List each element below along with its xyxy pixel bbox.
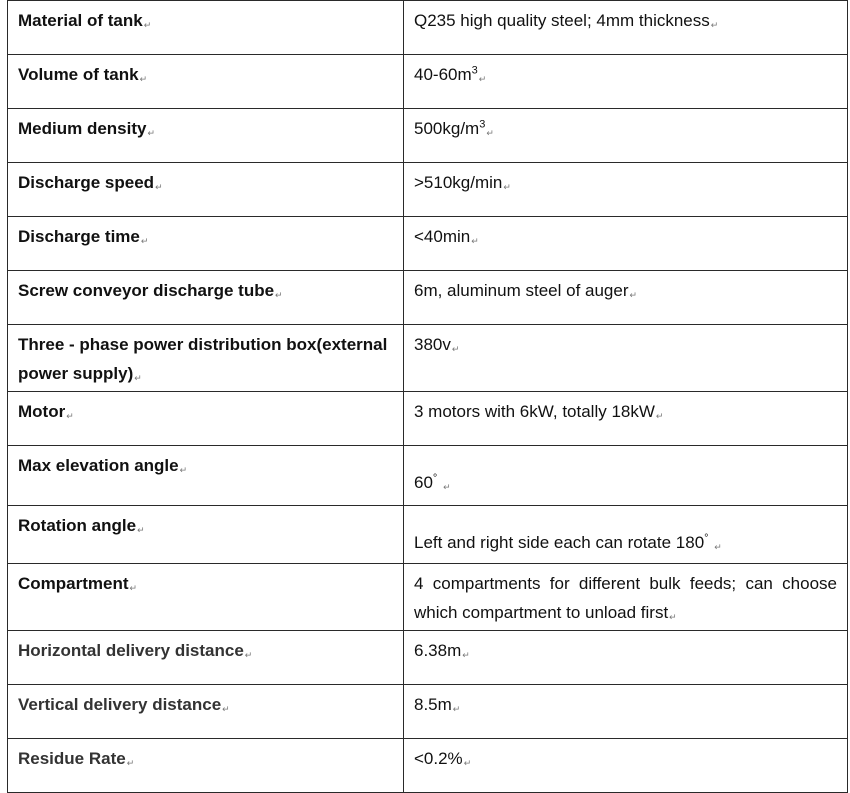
row-label: Volume of tank (18, 65, 139, 84)
paragraph-mark-icon: ↵ (139, 74, 148, 84)
paragraph-mark-icon: ↵ (66, 411, 74, 421)
row-value: Left and right side each can rotate 180 (414, 533, 705, 552)
paragraph-mark-icon: ↵ (714, 542, 722, 552)
paragraph-mark-icon: ↵ (143, 20, 152, 30)
row-label: Motor (18, 402, 66, 421)
paragraph-mark-icon: ↵ (275, 290, 283, 300)
row-value: 6m, aluminum steel of auger (414, 281, 629, 300)
row-label-cell (8, 163, 404, 217)
paragraph-mark-icon: ↵ (463, 758, 472, 768)
row-label: Medium density (18, 119, 147, 138)
paragraph-mark-icon: ↵ (179, 465, 188, 475)
row-label: Max elevation angle (18, 456, 179, 475)
table-row (8, 325, 848, 392)
table-row (8, 631, 848, 685)
paragraph-mark-icon: ↵ (462, 650, 470, 660)
paragraph-mark-icon: ↵ (134, 373, 142, 383)
row-value: 380v (414, 335, 451, 354)
row-label: Screw conveyor discharge tube (18, 281, 275, 300)
row-label-cell (8, 1, 404, 55)
row-label-cell (8, 392, 404, 446)
row-label: Three - phase power distribution box(external power supply) (18, 335, 388, 383)
row-label-cell (8, 325, 404, 392)
row-label-cell (8, 739, 404, 793)
paragraph-mark-icon: ↵ (478, 74, 487, 84)
row-value: 40-60m (414, 65, 472, 84)
row-label: Discharge speed (18, 173, 155, 192)
row-value: 3 motors with 6kW, totally 18kW (414, 402, 655, 421)
table-row (8, 217, 848, 271)
row-label-cell (8, 271, 404, 325)
paragraph-mark-icon: ↵ (669, 612, 677, 622)
row-value-cell (404, 109, 848, 163)
paragraph-mark-icon: ↵ (451, 344, 460, 354)
row-value: Q235 high quality steel; 4mm thickness (414, 11, 710, 30)
row-value-cell (404, 506, 848, 564)
paragraph-mark-icon: ↵ (452, 704, 461, 714)
row-value: >510kg/min (414, 173, 503, 192)
row-value-cell (404, 1, 848, 55)
table-row (8, 685, 848, 739)
row-label-cell (8, 217, 404, 271)
row-value: 6.38m (414, 641, 462, 660)
table-row (8, 392, 848, 446)
row-value-cell (404, 739, 848, 793)
paragraph-mark-icon: ↵ (655, 411, 664, 421)
row-label-cell (8, 631, 404, 685)
superscript: ° (432, 472, 438, 485)
paragraph-mark-icon: ↵ (137, 525, 145, 535)
row-value-cell (404, 446, 848, 506)
row-label: Residue Rate (18, 749, 126, 768)
row-value-cell (404, 271, 848, 325)
row-label: Compartment (18, 574, 129, 593)
row-value-cell (404, 392, 848, 446)
row-value: 60 (414, 473, 433, 492)
row-label-cell (8, 446, 404, 506)
row-value-cell (404, 631, 848, 685)
row-value-cell (404, 217, 848, 271)
table-row (8, 109, 848, 163)
row-value-cell (404, 564, 848, 631)
paragraph-mark-icon: ↵ (155, 182, 163, 192)
table-row (8, 271, 848, 325)
paragraph-mark-icon: ↵ (147, 128, 156, 138)
row-value-cell (404, 55, 848, 109)
paragraph-mark-icon: ↵ (471, 236, 479, 246)
paragraph-mark-icon: ↵ (503, 182, 511, 192)
paragraph-mark-icon: ↵ (126, 758, 135, 768)
paragraph-mark-icon: ↵ (222, 704, 230, 714)
row-value: 8.5m (414, 695, 452, 714)
table-row (8, 564, 848, 631)
paragraph-mark-icon: ↵ (140, 236, 149, 246)
row-value: <40min (414, 227, 471, 246)
row-value-cell (404, 163, 848, 217)
paragraph-mark-icon: ↵ (443, 482, 451, 492)
table-row (8, 163, 848, 217)
row-value: 500kg/m (414, 119, 480, 138)
paragraph-mark-icon: ↵ (629, 290, 638, 300)
paragraph-mark-icon: ↵ (486, 128, 494, 138)
row-value-cell (404, 325, 848, 392)
row-value-cell (404, 685, 848, 739)
paragraph-mark-icon: ↵ (129, 583, 138, 593)
row-label-cell (8, 506, 404, 564)
row-label: Vertical delivery distance (18, 695, 222, 714)
table-row (8, 55, 848, 109)
row-label: Material of tank (18, 11, 143, 30)
superscript: 3 (471, 64, 478, 77)
specification-table (7, 0, 848, 793)
table-row (8, 446, 848, 506)
row-label: Rotation angle (18, 516, 137, 535)
row-label: Discharge time (18, 227, 140, 246)
row-value: 4 compartments for different bulk feeds; can choose which compartment to unload first (414, 574, 837, 622)
table-row (8, 506, 848, 564)
table-row (8, 1, 848, 55)
row-label-cell (8, 685, 404, 739)
superscript: 3 (479, 118, 486, 131)
row-label: Horizontal delivery distance (18, 641, 244, 660)
row-value: <0.2% (414, 749, 463, 768)
row-label-cell (8, 109, 404, 163)
table-row (8, 739, 848, 793)
superscript: ° (704, 532, 709, 545)
row-label-cell (8, 55, 404, 109)
paragraph-mark-icon: ↵ (710, 20, 719, 30)
paragraph-mark-icon: ↵ (244, 650, 253, 660)
row-label-cell (8, 564, 404, 631)
